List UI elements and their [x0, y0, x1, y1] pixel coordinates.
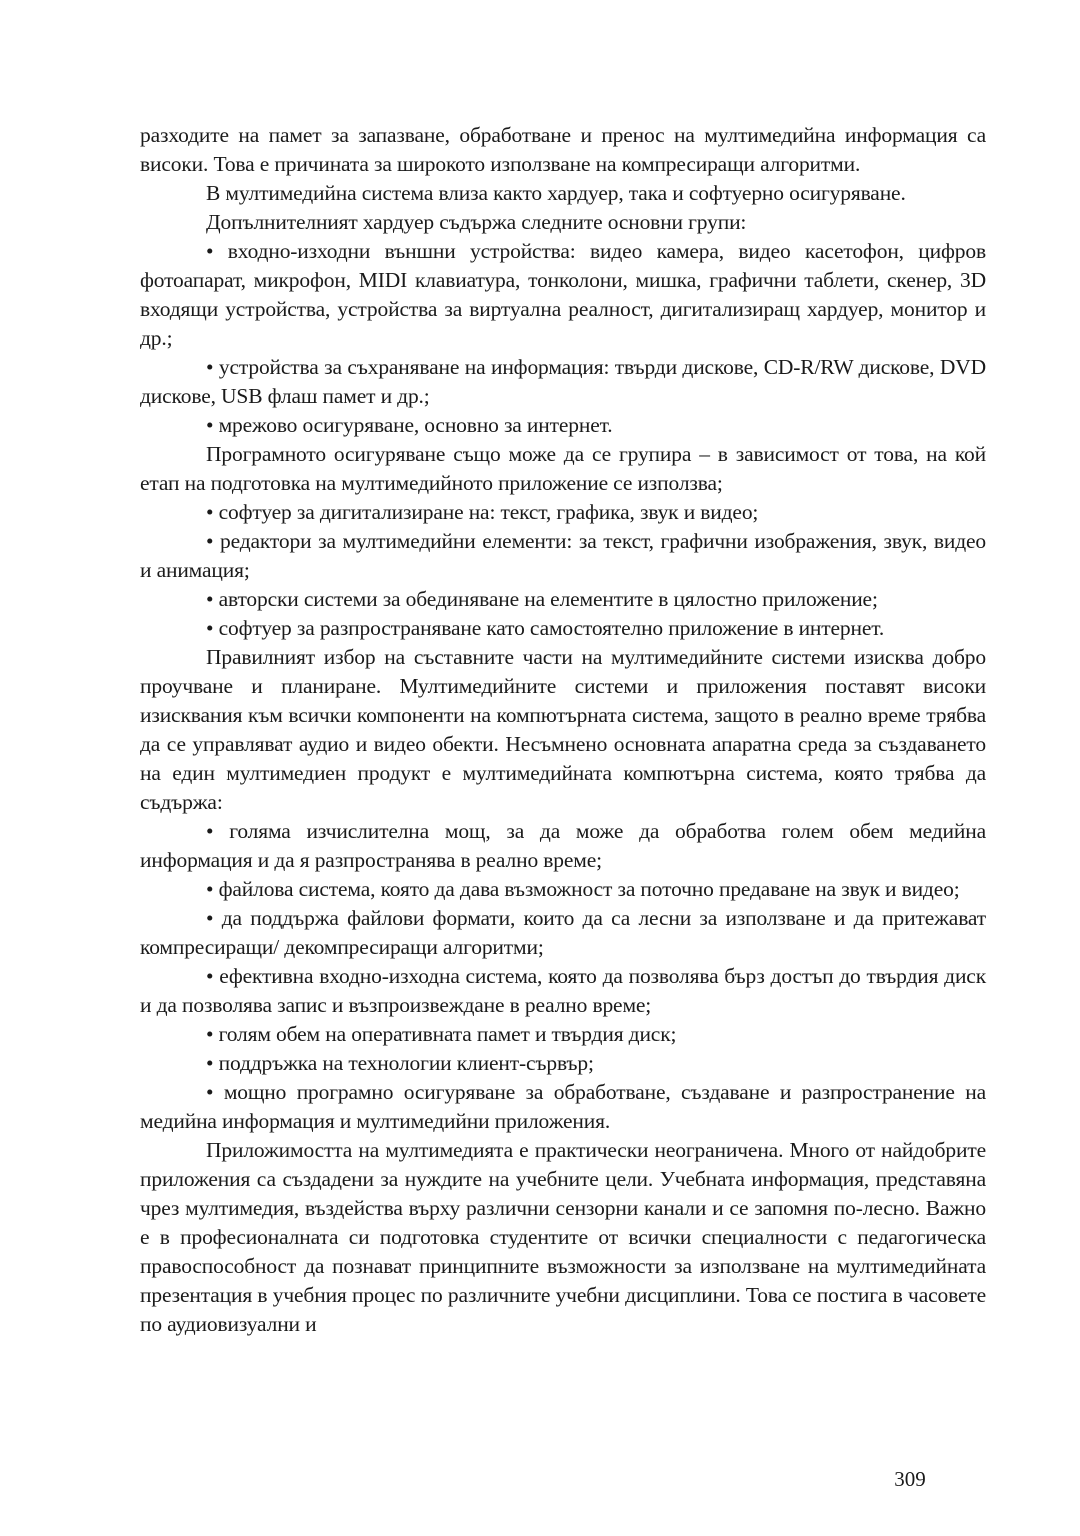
bullet-item: • файлова система, която да дава възможност за поточно предаване на звук и видео; — [206, 877, 960, 901]
bullet-item: • авторски системи за обединяване на елементите в цялостно приложение; — [206, 587, 878, 611]
paragraph: В мултимедийна система влиза както хардуер, така и софтуерно осигуряване. — [206, 181, 906, 205]
paragraph: разходите на памет за запазване, обработване и пренос на мултимедийна информация са високи. Това е причината за широкото използване на компресиращи алгоритми. — [140, 123, 986, 176]
bullet-item: • устройства за съхраняване на информация: твърди дискове, CD-R/RW дискове, DVD дискове, USB флаш памет и др.; — [140, 355, 986, 408]
paragraph: Правилният избор на съставните части на мултимедийните системи изисква добро проучване и планиране. Мултимедийните системи и приложения поставят високи изисквания към всички компоненти на компютърната система, защото в реално време трябва да се управляват аудио и видео обекти. Несъмнено основната апаратна среда за създаването на един мултимедиен продукт е мултимедийната компютърна система, която трябва да съдържа: — [140, 645, 986, 814]
bullet-item: • да поддържа файлови формати, които да са лесни за използване и да притежават компресиращи/ декомпресиращи алгоритми; — [140, 906, 986, 959]
page-number: 309 — [894, 1467, 926, 1491]
bullet-item: • голям обем на оперативната памет и твърдия диск; — [206, 1022, 677, 1046]
bullet-item: • мрежово осигуряване, основно за интернет. — [206, 413, 613, 437]
paragraph: Програмното осигуряване също може да се групира – в зависимост от това, на кой етап на подготовка на мултимедийното приложение се използва; — [140, 442, 986, 495]
bullet-item: • голяма изчислителна мощ, за да може да обработва голем обем медийна информация и да я разпространява в реално време; — [140, 819, 986, 872]
bullet-item: • ефективна входно-изходна система, която да позволява бърз достъп до твърдия диск и да позволява запис и възпроизвеждане в реално време; — [140, 964, 986, 1017]
bullet-item: • мощно програмно осигуряване за обработване, създаване и разпространение на медийна информация и мултимедийни приложения. — [140, 1080, 986, 1133]
bullet-item: • редактори за мултимедийни елементи: за текст, графични изображения, звук, видео и анимация; — [140, 529, 986, 582]
paragraph: Допълнителният хардуер съдържа следните основни групи: — [206, 210, 747, 234]
bullet-item: • софтуер за разпространяване като самостоятелно приложение в интернет. — [206, 616, 885, 640]
body-text — [140, 121, 986, 1339]
bullet-item: • софтуер за дигитализиране на: текст, графика, звук и видео; — [206, 500, 759, 524]
bullet-item: • входно-изходни външни устройства: видео камера, видео касетофон, цифров фотоапарат, микрофон, MIDI клавиатура, тонколони, мишка, графични таблети, скенер, 3D входящи устройства, устройства за виртуална реалност, дигитализиращ хардуер, монитор и др.; — [140, 239, 986, 350]
paragraph: Приложимостта на мултимедията е практически неограничена. Много от найдобрите приложения са създадени за нуждите на учебните цели. Учебната информация, представяна чрез мултимедия, въздейства върху различни сензорни канали и се запомня по-лесно. Важно е в професионалната си подготовка студентите от всички специалности с педагогическа правоспособност да познават принципните възможности за използване на мултимедийната презентация в учебния процес по различните учебни дисциплини. Това се постига в часовете по аудиовизуални и — [140, 1138, 986, 1336]
bullet-item: • поддръжка на технологии клиент-сървър; — [206, 1051, 594, 1075]
